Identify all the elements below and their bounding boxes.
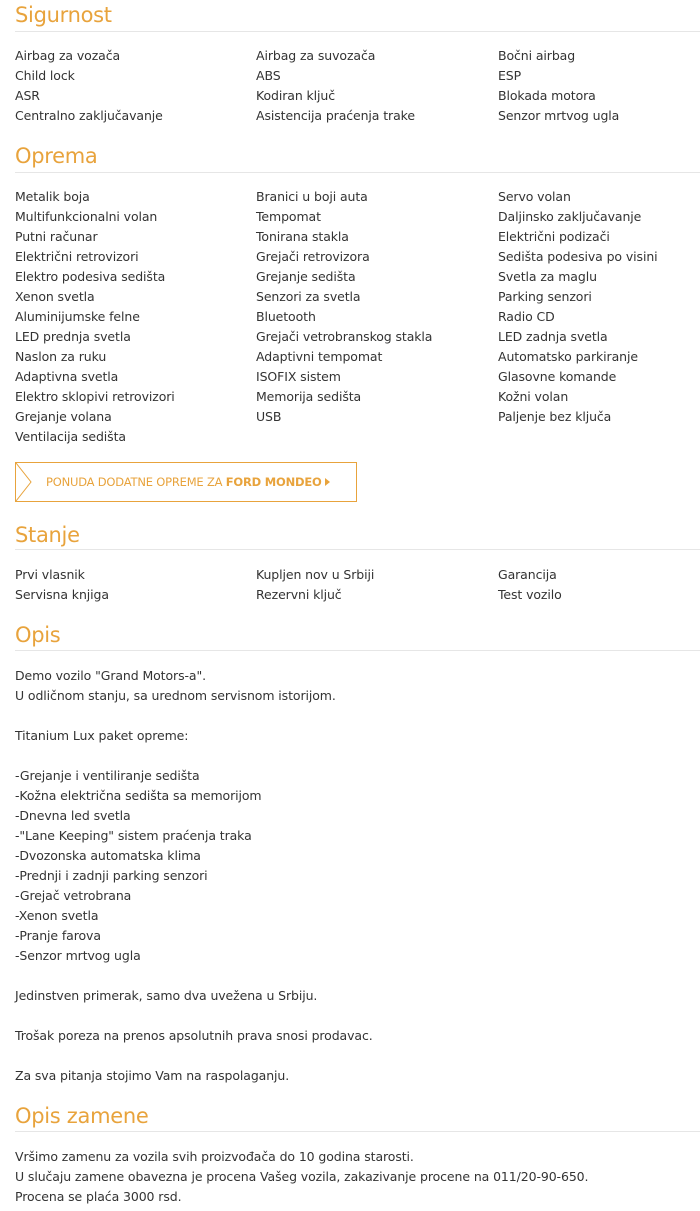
feature-item: Naslon za ruku [15, 349, 107, 364]
feature-item: ASR [15, 88, 40, 103]
feature-item: Kupljen nov u Srbiji [256, 567, 375, 582]
additional-equipment-button[interactable] [15, 462, 357, 502]
feature-item: Servisna knjiga [15, 587, 109, 602]
feature-item: Elektro podesiva sedišta [15, 269, 166, 284]
feature-item: ISOFIX sistem [256, 369, 341, 384]
feature-row [15, 387, 700, 407]
description-text [15, 666, 695, 1086]
feature-item: Airbag za vozača [15, 48, 121, 63]
condition-features-list [15, 565, 700, 605]
text-line: Procena se plaća 3000 rsd. [15, 1189, 182, 1204]
feature-item: Asistencija praćenja trake [256, 108, 415, 123]
feature-item: Glasovne komande [498, 369, 617, 384]
feature-row [15, 367, 700, 387]
text-line [15, 1006, 695, 1026]
text-line [15, 746, 695, 766]
text-line [15, 706, 695, 726]
feature-item: Kožni volan [498, 389, 569, 404]
feature-row [15, 585, 700, 605]
feature-item: Centralno zaključavanje [15, 108, 163, 123]
additional-equipment-prefix: PONUDA DODATNE OPREME ZA [46, 475, 226, 489]
feature-row [15, 66, 700, 86]
feature-item: Bočni airbag [498, 48, 576, 63]
text-line: -Senzor mrtvog ugla [15, 948, 141, 963]
text-line [15, 966, 695, 986]
section-divider-trade-in [15, 1131, 700, 1132]
feature-item: Memorija sedišta [256, 389, 362, 404]
feature-item: USB [256, 409, 282, 424]
feature-item: Servo volan [498, 189, 571, 204]
feature-item: Kodiran ključ [256, 88, 336, 103]
feature-item: Multifunkcionalni volan [15, 209, 158, 224]
feature-row [15, 427, 700, 447]
triangle-right-icon [325, 478, 330, 486]
feature-item: Branici u boji auta [256, 189, 368, 204]
feature-row [15, 267, 700, 287]
feature-item: Aluminijumske felne [15, 309, 140, 324]
feature-row [15, 565, 700, 585]
text-line: -Pranje farova [15, 928, 101, 943]
feature-item: Elektro sklopivi retrovizori [15, 389, 175, 404]
feature-item: Garancija [498, 567, 557, 582]
feature-item: Ventilacija sedišta [15, 429, 126, 444]
text-line: -"Lane Keeping" sistem praćenja traka [15, 828, 252, 843]
feature-item: Blokada motora [498, 88, 596, 103]
feature-item: Senzor mrtvog ugla [498, 108, 620, 123]
text-line: -Prednji i zadnji parking senzori [15, 868, 208, 883]
chevron-arrow-icon [16, 463, 36, 501]
feature-item: Grejači retrovizora [256, 249, 370, 264]
feature-row [15, 307, 700, 327]
feature-item: Metalik boja [15, 189, 90, 204]
equipment-features-list [15, 187, 700, 447]
feature-row [15, 287, 700, 307]
text-line: -Grejač vetrobrana [15, 888, 132, 903]
feature-row [15, 207, 700, 227]
text-line: Jedinstven primerak, samo dva uvežena u Srbiju. [15, 988, 318, 1003]
feature-row [15, 407, 700, 427]
section-title-description: Opis [15, 623, 61, 647]
feature-item: ESP [498, 68, 522, 83]
section-divider-condition [15, 549, 700, 550]
feature-item: Prvi vlasnik [15, 567, 85, 582]
feature-row [15, 227, 700, 247]
text-line: -Grejanje i ventiliranje sedišta [15, 768, 200, 783]
text-line: Trošak poreza na prenos apsolutnih prava snosi prodavac. [15, 1028, 373, 1043]
feature-item: Parking senzori [498, 289, 592, 304]
feature-item: Grejači vetrobranskog stakla [256, 329, 433, 344]
text-line: -Dnevna led svetla [15, 808, 131, 823]
section-title-equipment: Oprema [15, 144, 98, 168]
feature-item: Automatsko parkiranje [498, 349, 638, 364]
feature-item: Grejanje volana [15, 409, 112, 424]
feature-row [15, 86, 700, 106]
feature-item: Adaptivna svetla [15, 369, 119, 384]
additional-equipment-model: FORD MONDEO [225, 475, 322, 489]
feature-item: ABS [256, 68, 281, 83]
feature-item: LED prednja svetla [15, 329, 131, 344]
feature-item: Električni retrovizori [15, 249, 139, 264]
feature-item: Tonirana stakla [256, 229, 349, 244]
section-divider-description [15, 650, 700, 651]
feature-row [15, 187, 700, 207]
feature-row [15, 46, 700, 66]
feature-item: Radio CD [498, 309, 555, 324]
feature-item: Grejanje sedišta [256, 269, 356, 284]
text-line: U slučaju zamene obavezna je procena Vašeg vozila, zakazivanje procene na 011/20-90-650. [15, 1169, 589, 1184]
feature-row [15, 327, 700, 347]
safety-features-list [15, 46, 700, 126]
text-line: Vršimo zamenu za vozila svih proizvođača do 10 godina starosti. [15, 1149, 414, 1164]
feature-item: Sedišta podesiva po visini [498, 249, 658, 264]
feature-item: Child lock [15, 68, 75, 83]
feature-item: Senzori za svetla [256, 289, 361, 304]
text-line: Za sva pitanja stojimo Vam na raspolaganju. [15, 1068, 290, 1083]
text-line: -Xenon svetla [15, 908, 99, 923]
text-line: Titanium Lux paket opreme: [15, 728, 189, 743]
feature-row [15, 247, 700, 267]
text-line [15, 1046, 695, 1066]
feature-item: Airbag za suvozača [256, 48, 376, 63]
section-divider-equipment [15, 172, 700, 173]
feature-item: LED zadnja svetla [498, 329, 608, 344]
feature-item: Bluetooth [256, 309, 316, 324]
feature-item: Adaptivni tempomat [256, 349, 383, 364]
feature-item: Test vozilo [498, 587, 562, 602]
section-title-trade-in: Opis zamene [15, 1104, 149, 1128]
feature-item: Svetla za maglu [498, 269, 597, 284]
section-divider-safety [15, 31, 700, 32]
text-line: -Dvozonska automatska klima [15, 848, 201, 863]
additional-equipment-label [46, 463, 330, 501]
feature-item: Daljinsko zaključavanje [498, 209, 642, 224]
feature-item: Xenon svetla [15, 289, 95, 304]
section-title-condition: Stanje [15, 523, 80, 547]
section-title-safety: Sigurnost [15, 3, 112, 27]
text-line: Demo vozilo "Grand Motors-a". [15, 668, 206, 683]
feature-row [15, 106, 700, 126]
feature-item: Paljenje bez ključa [498, 409, 612, 424]
text-line: U odličnom stanju, sa urednom servisnom istorijom. [15, 688, 336, 703]
feature-item: Rezervni ključ [256, 587, 342, 602]
feature-item: Putni računar [15, 229, 98, 244]
feature-row [15, 347, 700, 367]
feature-item: Tempomat [256, 209, 321, 224]
text-line: -Kožna električna sedišta sa memorijom [15, 788, 262, 803]
feature-item: Električni podizači [498, 229, 610, 244]
trade-in-text [15, 1147, 695, 1207]
